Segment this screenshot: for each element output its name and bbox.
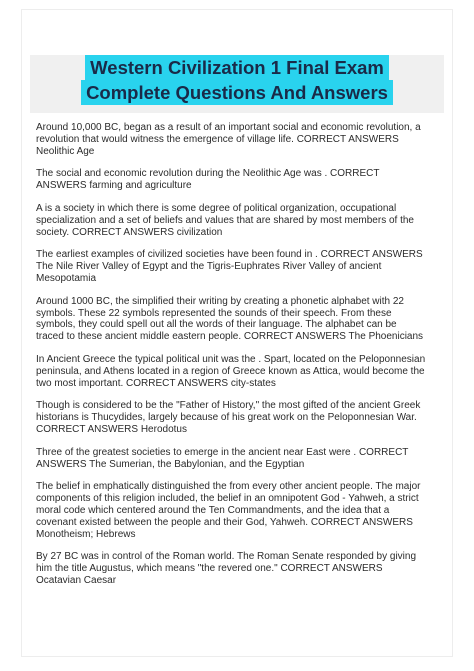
question-answer-1: Around 10,000 BC, began as a result of an important social and economic revolution, a revolution that would witness the emergence of village life. CORRECT ANSWERS Neolithic Age xyxy=(36,122,421,157)
question-answer-5: Around 1000 BC, the simplified their writing by creating a phonetic alphabet with 22 symbols. These 22 symbols represented the sounds of their speech. From these symbols, they could spell out all the words of their language. The alphabet can be traced to these ancient middle eastern people. CORRECT ANSWERS The Phoenicians xyxy=(36,295,424,343)
question-answer-9: The belief in emphatically distinguished the from every other ancient people. The major components of this religion included, the belief in an omnipotent God - Yahweh, a strict moral code which centered around the Ten Commandments, and the idea that a covenant existed between the people and their God, Yahweh. CORRECT ANSWERS Monotheism; Hebrews xyxy=(36,481,421,540)
question-answer-4: The earliest examples of civilized societies have been found in . CORRECT ANSWERS The Nile River Valley of Egypt and the Tigris-Euphrates River Valley of ancient Mesopotamia xyxy=(36,249,423,284)
document-body xyxy=(36,122,446,598)
question-answer-3: A is a society in which there is some degree of political organization, occupational specialization and a set of beliefs and values that are shared by most members of the society. CORRECT ANSWERS civilization xyxy=(36,202,414,238)
document-title xyxy=(22,55,452,105)
question-answer-10: By 27 BC was in control of the Roman world. The Roman Senate responded by giving him the title Augustus, which means "the revered one." CORRECT ANSWERS Ocatavian Caesar xyxy=(36,551,417,586)
question-answer-7: Though is considered to be the "Father of History," the most gifted of the ancient Greek historians is Thucydides, largely because of his great work on the Peloponnesian War. CORRECT ANSWERS Herodotus xyxy=(36,400,421,435)
title-line-1: Western Civilization 1 Final Exam xyxy=(85,55,389,80)
question-answer-8: Three of the greatest societies to emerge in the ancient near East were . CORRECT ANSWERS The Sumerian, the Babylonian, and the Egyptian xyxy=(36,446,409,470)
question-answer-6: In Ancient Greece the typical political unit was the . Spart, located on the Peloponnesian peninsula, and Athens located in a region of Greece known as Attica, would become the two most important. CORRECT ANSWERS city-states xyxy=(36,353,426,389)
question-answer-2: The social and economic revolution during the Neolithic Age was . CORRECT ANSWERS farming and agriculture xyxy=(36,168,380,192)
title-line-2: Complete Questions And Answers xyxy=(81,80,393,105)
document-page xyxy=(22,10,452,656)
